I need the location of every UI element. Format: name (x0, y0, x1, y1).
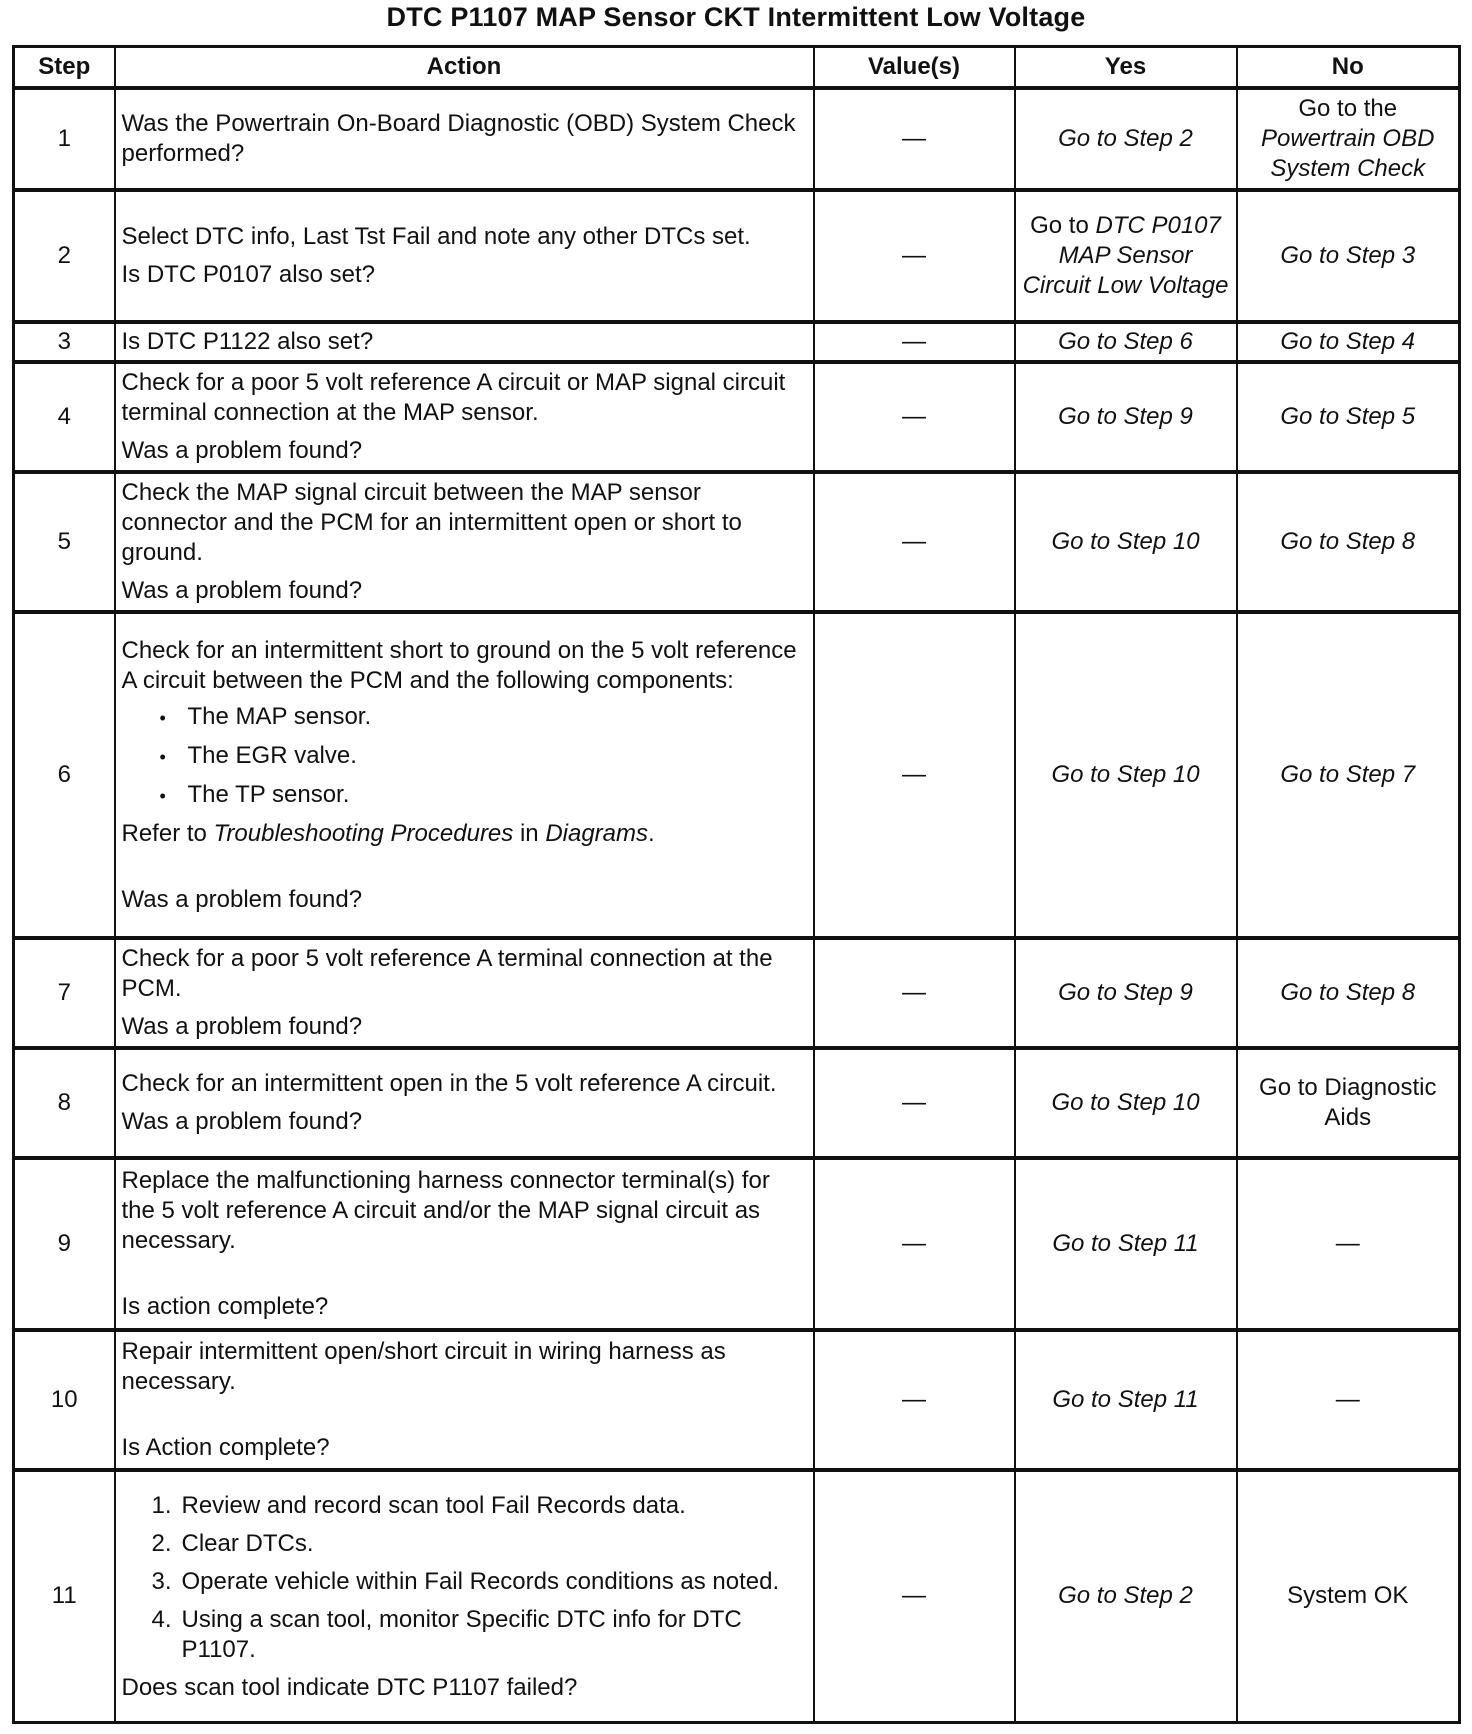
table-row (14, 362, 1460, 472)
list-item: • The MAP sensor. (160, 702, 807, 733)
no-cell: Go to Step 5 (1237, 362, 1460, 472)
action-text: Check for an intermittent open in the 5 volt reference A circuit. (121, 1070, 777, 1097)
yes-cell: Go to Step 10 (1015, 612, 1237, 938)
item-number: 3. (151, 1568, 172, 1596)
no-cell: Go to Step 8 (1237, 472, 1460, 612)
action-text: Repair intermittent open/short circuit in wiring harness as necessary. (121, 1338, 726, 1395)
table-row (14, 190, 1460, 322)
yes-cell: Go to Step 10 (1015, 1048, 1237, 1158)
action-cell (115, 472, 814, 612)
step-number: 5 (14, 472, 115, 612)
refer-end: . (648, 819, 655, 847)
action-cell (115, 1048, 814, 1158)
header-no: No (1237, 47, 1460, 89)
yes-cell: Go to Step 11 (1015, 1158, 1237, 1330)
component-list (122, 702, 807, 811)
no-reference: Powertrain OBD System Check (1261, 125, 1435, 182)
value-cell: — (814, 938, 1015, 1048)
value-cell: — (814, 362, 1015, 472)
action-text: Select DTC info, Last Tst Fail and note any other DTCs set. (121, 223, 751, 250)
table-row (14, 88, 1460, 190)
yes-cell: Go to Step 9 (1015, 362, 1237, 472)
no-cell: — (1237, 1158, 1460, 1330)
table-row (14, 472, 1460, 612)
no-cell: Go to Step 4 (1237, 322, 1460, 362)
value-cell: — (814, 1158, 1015, 1330)
list-item (152, 1605, 807, 1665)
refer-link-troubleshooting: Troubleshooting Procedures (213, 819, 514, 847)
action-text: Replace the malfunctioning harness connector terminal(s) for the 5 volt reference A circuit and/or the MAP signal circuit as necessary. (121, 1167, 770, 1254)
step-number: 2 (14, 190, 115, 322)
header-step: Step (14, 47, 115, 89)
action-question: Was a problem found? (121, 437, 363, 464)
action-text: Is DTC P1122 also set? (121, 328, 374, 355)
step-number: 3 (14, 322, 115, 362)
yes-cell (1015, 190, 1237, 322)
item-number: 2. (151, 1530, 172, 1558)
value-cell: — (814, 472, 1015, 612)
refer-prefix: Refer to (121, 819, 207, 847)
yes-cell: Go to Step 9 (1015, 938, 1237, 1048)
action-question: Does scan tool indicate DTC P1107 failed? (121, 1674, 578, 1702)
table-row (14, 1330, 1460, 1470)
header-yes: Yes (1015, 47, 1237, 89)
list-item (152, 1567, 807, 1597)
table-header-row (14, 47, 1460, 89)
action-cell (115, 190, 814, 322)
action-text: Was the Powertrain On-Board Diagnostic (OBD) System Check performed? (121, 110, 796, 167)
value-cell: — (814, 1330, 1015, 1470)
refer-link-diagrams: Diagrams (545, 819, 649, 847)
action-question: Was a problem found? (121, 1013, 363, 1040)
procedure-list (122, 1491, 807, 1665)
action-text: Check for a poor 5 volt reference A circuit or MAP signal circuit terminal connection at the MAP sensor. (121, 369, 786, 426)
step-number: 10 (14, 1330, 115, 1470)
item-number: 4. (151, 1606, 172, 1634)
item-text: Using a scan tool, monitor Specific DTC info for DTC P1107. (181, 1606, 742, 1664)
header-action: Action (115, 47, 814, 89)
list-item: • The EGR valve. (160, 741, 807, 772)
yes-cell: Go to Step 11 (1015, 1330, 1237, 1470)
list-item (152, 1491, 807, 1521)
action-cell (115, 1330, 814, 1470)
page-title: DTC P1107 MAP Sensor CKT Intermittent Low Voltage (386, 2, 1086, 32)
no-cell: System OK (1237, 1470, 1460, 1722)
yes-cell: Go to Step 2 (1015, 1470, 1237, 1722)
action-cell (115, 1470, 814, 1722)
no-prefix: Go to the (1298, 95, 1398, 122)
step-number: 1 (14, 88, 115, 190)
no-cell: Go to Diagnostic Aids (1237, 1048, 1460, 1158)
list-item (152, 1529, 807, 1559)
action-question: Is DTC P0107 also set? (121, 261, 375, 288)
action-cell (115, 362, 814, 472)
value-cell: — (814, 612, 1015, 938)
item-text: Review and record scan tool Fail Records data. (181, 1492, 686, 1520)
table-row (14, 938, 1460, 1048)
table-row (14, 1158, 1460, 1330)
table-row (14, 612, 1460, 938)
refer-line (122, 819, 807, 849)
step-number: 6 (14, 612, 115, 938)
value-cell: — (814, 1470, 1015, 1722)
action-text: Check for a poor 5 volt reference A terminal connection at the PCM. (121, 945, 773, 1002)
yes-prefix: Go to (1030, 212, 1089, 239)
action-cell (115, 322, 814, 362)
action-cell (115, 938, 814, 1048)
action-question: Is action complete? (121, 1293, 329, 1320)
action-question: Was a problem found? (121, 1108, 363, 1135)
no-cell: Go to Step 3 (1237, 190, 1460, 322)
action-question: Was a problem found? (121, 885, 363, 913)
step-number: 11 (14, 1470, 115, 1722)
yes-cell: Go to Step 10 (1015, 472, 1237, 612)
no-cell: Go to Step 7 (1237, 612, 1460, 938)
step-number: 8 (14, 1048, 115, 1158)
item-text: Clear DTCs. (181, 1530, 314, 1558)
table-row (14, 1048, 1460, 1158)
list-item: • The TP sensor. (160, 780, 807, 811)
action-question: Was a problem found? (121, 577, 363, 604)
action-cell (115, 88, 814, 190)
step-number: 7 (14, 938, 115, 1048)
step-number: 4 (14, 362, 115, 472)
value-cell: — (814, 1048, 1015, 1158)
value-cell: — (814, 190, 1015, 322)
header-values: Value(s) (814, 47, 1015, 89)
diagnostic-table (12, 45, 1461, 1724)
item-number: 1. (151, 1492, 172, 1520)
table-row (14, 1470, 1460, 1722)
no-cell (1237, 88, 1460, 190)
action-question: Is Action complete? (121, 1434, 330, 1461)
action-cell (115, 612, 814, 938)
value-cell: — (814, 88, 1015, 190)
action-text: Check for an intermittent short to ground on the 5 volt reference A circuit between the PCM and the following components: (121, 636, 797, 694)
yes-cell: Go to Step 6 (1015, 322, 1237, 362)
no-cell: — (1237, 1330, 1460, 1470)
yes-reference: DTC P0107 MAP Sensor Circuit Low Voltage (1022, 212, 1229, 299)
refer-mid: in (519, 819, 539, 847)
step-number: 9 (14, 1158, 115, 1330)
item-text: Operate vehicle within Fail Records conditions as noted. (181, 1568, 780, 1596)
no-cell: Go to Step 8 (1237, 938, 1460, 1048)
action-text: Check the MAP signal circuit between the MAP sensor connector and the PCM for an intermittent open or short to ground. (121, 479, 742, 566)
value-cell: — (814, 322, 1015, 362)
table-row (14, 322, 1460, 362)
yes-cell: Go to Step 2 (1015, 88, 1237, 190)
action-cell (115, 1158, 814, 1330)
